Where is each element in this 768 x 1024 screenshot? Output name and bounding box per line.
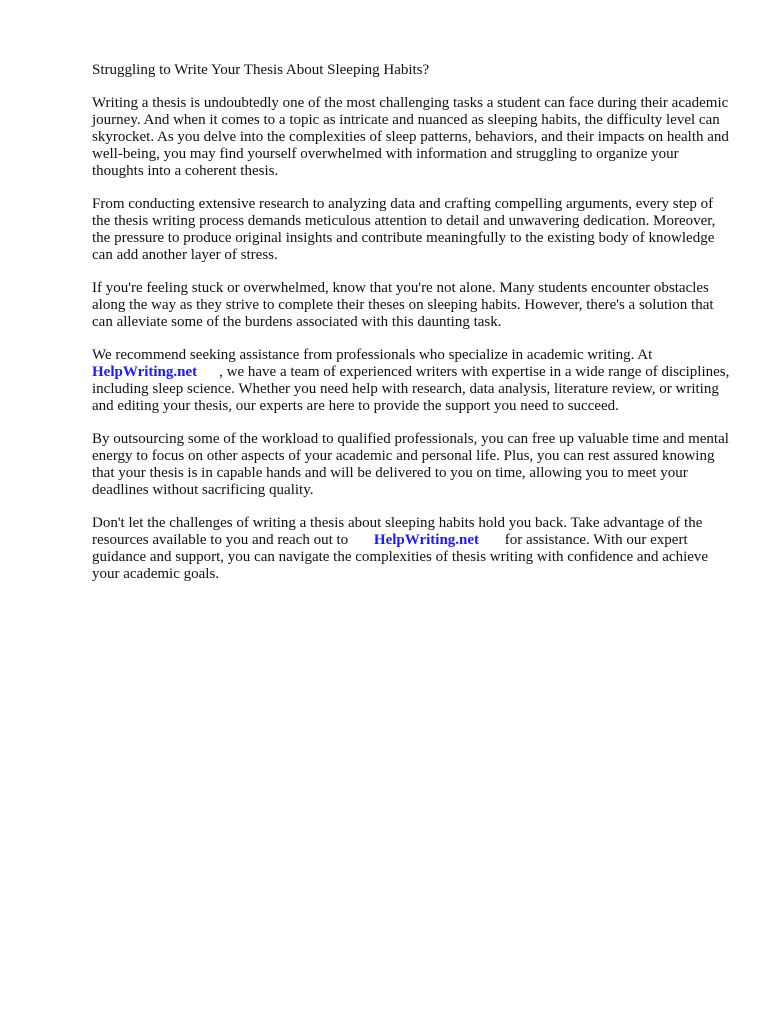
paragraph-6-text-before: Don't let the challenges of writing a thesis about sleeping habits hold you back. Take advantage of the resources available to you and reach out to xyxy=(92,515,703,548)
helpwriting-link[interactable]: HelpWriting.net xyxy=(92,364,198,380)
document-title: Struggling to Write Your Thesis About Sleeping Habits? xyxy=(92,62,430,78)
paragraph-2: From conducting extensive research to analyzing data and crafting compelling arguments, every step of the thesis writing process demands meticulous attention to detail and unwavering dedication. Moreover, the pressure to produce original insights and contribute meaningfully to the existing body of knowledge can add another layer of stress. xyxy=(92,196,716,263)
paragraph-6 xyxy=(92,515,732,583)
paragraph-1: Writing a thesis is undoubtedly one of the most challenging tasks a student can face during their academic journey. And when it comes to a topic as intricate and nuanced as sleeping habits, the difficulty level can skyrocket. As you delve into the complexities of sleep patterns, behaviors, and their impacts on health and well-being, you may find yourself overwhelmed with information and struggling to organize your thoughts into a coherent thesis. xyxy=(92,95,729,179)
paragraph-5: By outsourcing some of the workload to qualified professionals, you can free up valuable time and mental energy to focus on other aspects of your academic and personal life. Plus, you can rest assured knowing that your thesis is in capable hands and will be delivered to you on time, allowing you to meet your deadlines without sacrificing quality. xyxy=(92,431,729,498)
paragraph-6-text-after: for assistance. With our expert guidance and support, you can navigate the complexities of thesis writing with confidence and achieve your academic goals. xyxy=(92,532,709,582)
paragraph-4 xyxy=(92,347,732,415)
paragraph-4-text-after: , we have a team of experienced writers with expertise in a wide range of disciplines, including sleep science. Whether you need help with research, data analysis, literature review, or writing and editing your thesis, our experts are here to provide the support you need to succeed. xyxy=(92,364,730,414)
document-page xyxy=(92,62,732,599)
helpwriting-link-2[interactable]: HelpWriting.net xyxy=(373,532,480,548)
paragraph-4-text-before: We recommend seeking assistance from professionals who specialize in academic writing. At xyxy=(92,347,653,363)
paragraph-3: If you're feeling stuck or overwhelmed, know that you're not alone. Many students encounter obstacles along the way as they strive to complete their theses on sleeping habits. However, there's a solution that can alleviate some of the burdens associated with this daunting task. xyxy=(92,280,714,330)
